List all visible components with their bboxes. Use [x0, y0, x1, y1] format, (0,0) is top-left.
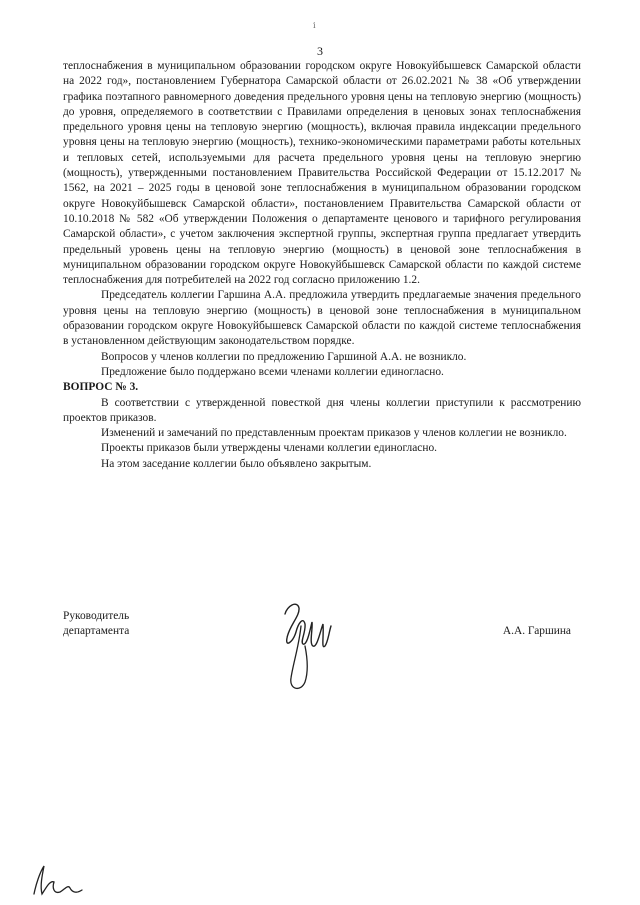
paragraph-no-changes: Изменений и замечаний по представленным проектам приказов у членов коллегии не возникло.	[101, 427, 567, 440]
signatory-title-line-1: Руководитель	[63, 610, 130, 622]
paragraph-no-questions: Вопросов у членов коллегии по предложению Гаршиной А.А. не возникло.	[101, 350, 467, 363]
signatory-title	[63, 609, 129, 640]
signatory-title-line-2: департамента	[63, 625, 130, 638]
section-heading-question-3: ВОПРОС № 3.	[63, 381, 139, 394]
document-body	[63, 59, 581, 472]
signatory-name: А.А. Гаршина	[502, 625, 571, 637]
handwritten-signature-icon	[263, 586, 353, 696]
paragraph-chair-proposal: Председатель коллегии Гаршина А.А. предложила утвердить предлагаемые значения предельного уровня цены на тепловую энергию (мощность) в ценовой зоне теплоснабжения в муниципальном образовании городском округе Новокуйбышевск Самарской области по каждой системе теплоснабжения в установленном действующим законодательством порядке.	[63, 289, 581, 348]
paragraph-agenda: В соответствии с утвержденной повесткой дня члены коллегии приступили к рассмотрению проектов приказов.	[63, 396, 581, 424]
signature-block	[63, 606, 581, 696]
paragraph-approved: Предложение было поддержано всеми членами коллегии единогласно.	[101, 365, 444, 378]
scan-speck: ⅰ	[313, 21, 316, 30]
paragraph-orders-approved: Проекты приказов были утверждены членами коллегии единогласно.	[101, 442, 437, 455]
paragraph-meeting-closed: На этом заседание коллегии было объявлено закрытым.	[101, 457, 372, 470]
handwritten-initials-icon	[30, 860, 90, 900]
paragraph-continuation: теплоснабжения в муниципальном образовании городском округе Новокуйбышевск Самарской области на 2022 год», постановлением Губернатора Самарской области от 26.02.2021 № 38 «Об утверждении графика поэтапного равномерного доведения предельного уровня цены на тепловую энергию (мощность) до уровня, определяемого в соответствии с Правилами определения в ценовых зонах теплоснабжения предельного уровня цены на тепловую энергию (мощность), включая правила индексации предельного уровня цены на тепловую энергию (мощность), технико-экономическими параметрами работы котельных и тепловых сетей, используемыми для расчета предельного уровня цены на тепловую энергию (мощность), утвержденными постановлением Правительства Российской Федерации от 15.12.2017 № 1562, на 2021 – 2025 годы в ценовой зоне теплоснабжения в муниципальном образовании городском округе Новокуйбышевск Самарской области», постановлением Правительства Самарской области от 10.10.2018 № 582 «Об утверждении Положения о департаменте ценового и тарифного регулирования Самарской области», с учетом заключения экспертной группы, экспертная группа предлагает утвердить предельный уровень цены на тепловую энергию (мощность) в ценовой зоне теплоснабжения в муниципальном образовании городском округе Новокуйбышевск Самарской области по каждой системе теплоснабжения для потребителей на 2022 год согласно приложению 1.2.	[63, 60, 581, 287]
page-number: 3	[317, 44, 323, 58]
